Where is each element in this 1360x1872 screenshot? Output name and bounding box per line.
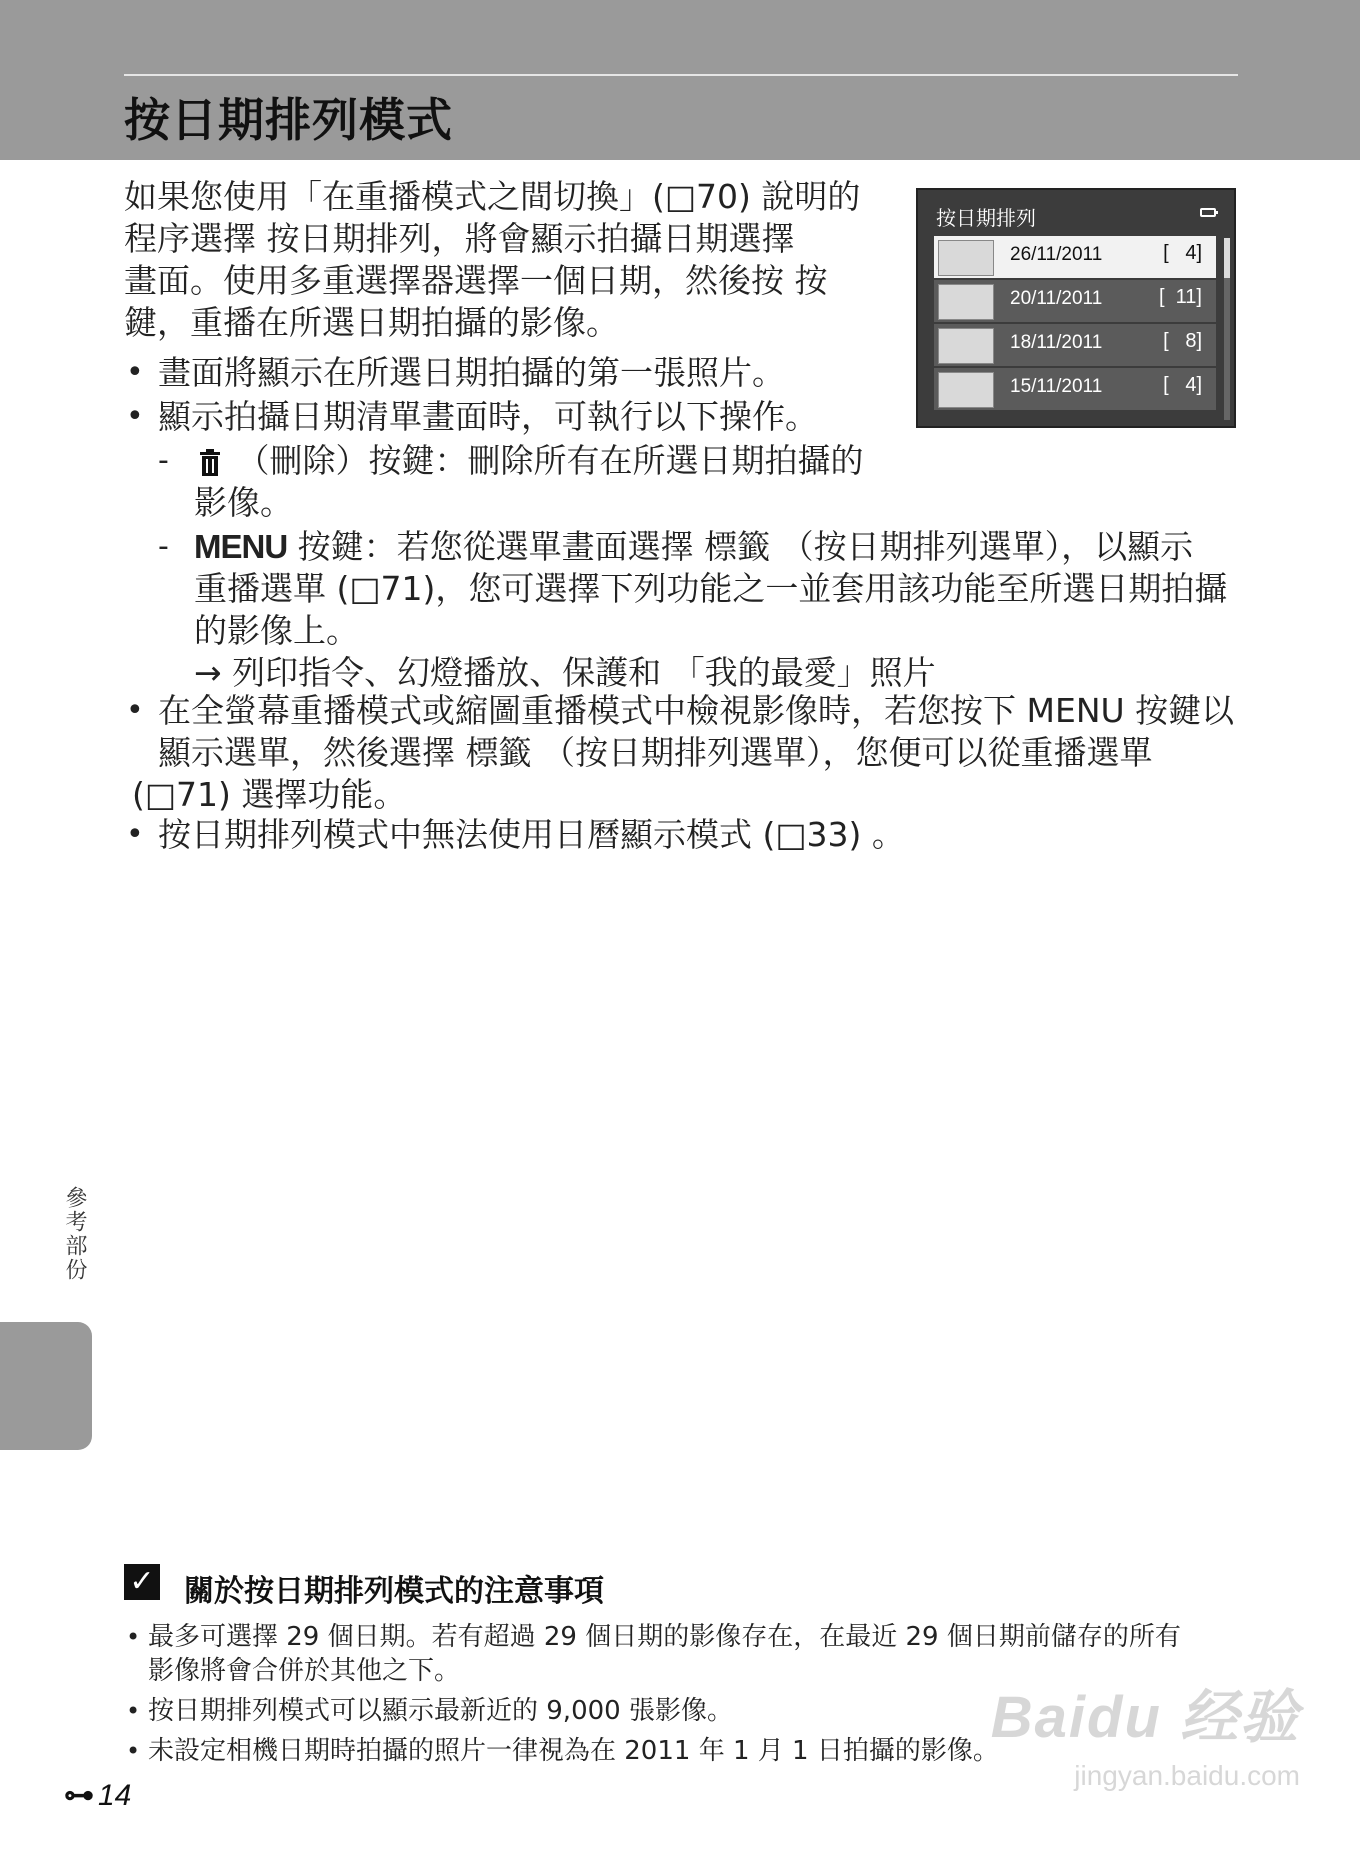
dash-marker: - [158, 529, 169, 564]
page-title: 按日期排列模式 [124, 93, 453, 147]
camera-screen [916, 188, 1236, 428]
watermark [940, 1670, 1300, 1792]
row-date: 26/11/2011 [1010, 244, 1103, 265]
watermark-url: jingyan.baidu.com [1074, 1760, 1300, 1791]
bullet-text: 顯示拍攝日期清單畫面時，可執行以下操作。 [158, 397, 818, 436]
row-date: 15/11/2011 [1010, 376, 1103, 397]
checkmark-icon: ✓ [124, 1564, 160, 1600]
intro-paragraph [124, 176, 884, 344]
bullet-line: (□71) 選擇功能。 [132, 775, 407, 814]
date-row[interactable] [934, 368, 1216, 412]
note-line: 按日期排列模式可以顯示最新近的 9,000 張影像。 [148, 1696, 733, 1726]
bullet-line: 按日期排列模式中無法使用日曆顯示模式 (□33) 。 [158, 815, 905, 854]
intro-line-1: 如果您使用「在重播模式之間切換」(□70) 說明的 [124, 177, 861, 216]
menu-button-label: MENU [194, 528, 288, 565]
side-tab [0, 1322, 92, 1450]
dash-marker: - [158, 443, 169, 478]
side-section-label: 參考部份 [62, 1186, 87, 1282]
bullet-line: 在全螢幕重播模式或縮圖重播模式中檢視影像時，若您按下 MENU 按鍵以 [158, 691, 1235, 730]
bullet-dot: • [126, 817, 144, 852]
battery-icon [1200, 208, 1216, 217]
note-line: 未設定相機日期時拍攝的照片一律視為在 2011 年 1 月 1 日拍攝的影像。 [148, 1736, 999, 1766]
bullet-text: 畫面將顯示在所選日期拍攝的第一張照片。 [158, 353, 785, 392]
row-count: [ 8] [1163, 330, 1202, 352]
sub-item-delete [158, 440, 894, 524]
bullet-dot: • [126, 355, 144, 390]
bullet-item [126, 690, 1242, 816]
intro-line-2-text: 程序選擇 按日期排列，將會顯示拍攝日期選擇 [124, 219, 795, 258]
bullet-dot: • [126, 1697, 141, 1725]
header-rule [124, 74, 1238, 76]
bullet-dot: • [126, 1623, 141, 1651]
scrollbar[interactable] [1224, 238, 1230, 420]
date-row[interactable] [934, 236, 1216, 280]
intro-line-2 [124, 218, 884, 260]
sub-item-menu-line-3: 的影像上。 [194, 611, 359, 650]
note-title: 關於按日期排列模式的注意事項 [184, 1574, 604, 1609]
thumbnail-image [938, 372, 994, 408]
bullet-line: 顯示選單，然後選擇 標籤 （按日期排列選單），您便可以從重播選單 [158, 733, 1153, 772]
sub-item-menu-line-4: → 列印指令、幻燈播放、保護和 「我的最愛」照片 [194, 653, 936, 692]
date-row[interactable] [934, 324, 1216, 368]
bullet-dot: • [126, 693, 144, 728]
reference-icon: ⊶ [64, 1779, 94, 1812]
row-count: [ 11] [1159, 286, 1202, 308]
page-number-text: 14 [98, 1779, 132, 1812]
note-line: 影像將會合併於其他之下。 [148, 1656, 461, 1686]
sub-item-delete-line-2: 影像。 [194, 483, 293, 522]
trash-icon [198, 448, 222, 478]
thumbnail-image [938, 328, 994, 364]
intro-line-4: 鍵，重播在所選日期拍攝的影像。 [124, 303, 619, 342]
page-number [64, 1778, 131, 1813]
intro-line-3: 畫面。使用多重選擇器選擇一個日期，然後按 按 [124, 261, 828, 300]
date-row[interactable] [934, 280, 1216, 324]
note-line: 最多可選擇 29 個日期。若有超過 29 個日期的影像存在，在最近 29 個日期前儲存的所有 [148, 1622, 1181, 1652]
row-date: 18/11/2011 [1010, 332, 1103, 353]
row-date: 20/11/2011 [1010, 288, 1103, 309]
bullet-dot: • [126, 1737, 141, 1765]
bullet-item [126, 814, 1242, 856]
bullet-item [126, 352, 878, 394]
row-count: [ 4] [1163, 242, 1202, 264]
bullet-dot: • [126, 399, 144, 434]
sub-item-delete-line-1: （刪除）按鍵：刪除所有在所選日期拍攝的 [236, 441, 864, 480]
sub-item-menu-line-1: 按鍵：若您從選單畫面選擇 標籤 （按日期排列選單），以顯示 [297, 527, 1194, 566]
watermark-logo: Baidu 经验 [990, 1685, 1300, 1750]
sub-item-menu [158, 526, 1242, 694]
scrollbar-thumb[interactable] [1224, 238, 1230, 278]
screen-title: 按日期排列 [936, 206, 1036, 230]
thumbnail-image [938, 284, 994, 320]
bullet-item [126, 396, 878, 438]
row-count: [ 4] [1163, 374, 1202, 396]
thumbnail-image [938, 240, 994, 276]
sub-item-menu-line-2: 重播選單 (□71)，您可選擇下列功能之一並套用該功能至所選日期拍攝 [194, 569, 1228, 608]
